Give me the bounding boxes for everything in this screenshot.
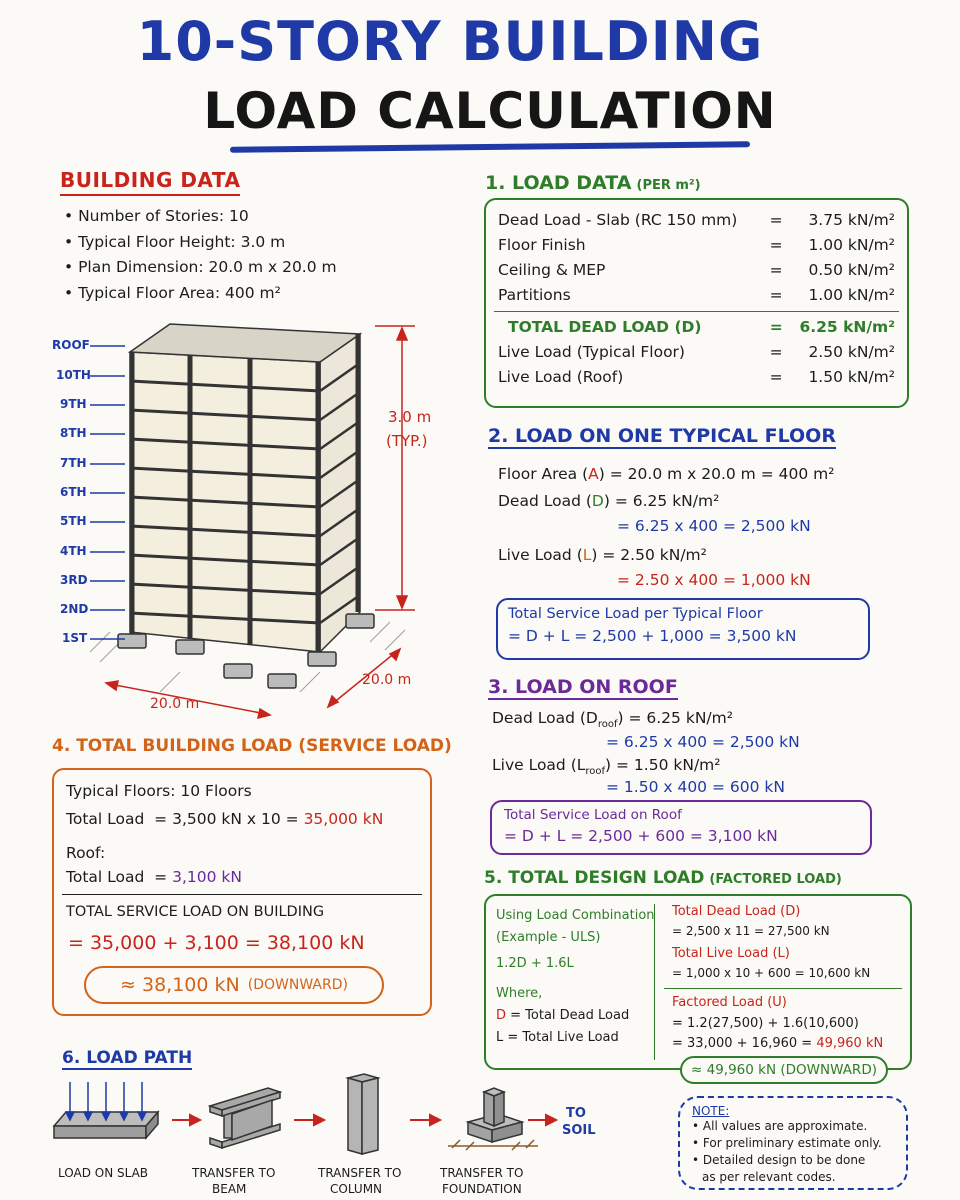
live-load-line: Live Load (L) = 2.50 kN/m² [498, 546, 707, 564]
floor-label: 2ND [60, 602, 89, 616]
building-total-heading: 4. TOTAL BUILDING LOAD (SERVICE LOAD) [52, 736, 452, 756]
column-icon [348, 1074, 378, 1154]
list-item: • Typical Floor Height: 3.0 m [64, 230, 337, 256]
roof-dead-calc: = 6.25 x 400 = 2,500 kN [606, 733, 800, 751]
roof-dead-line: Dead Load $(D_{roof}) = 6.25$ kN/m² [492, 709, 733, 731]
floor-label: 10TH [56, 368, 91, 382]
floor-label: 7TH [60, 456, 87, 470]
beam-icon [210, 1088, 280, 1148]
floor-area-line: Floor Area (A) = 20.0 m x 20.0 m = 400 m² [498, 465, 835, 483]
foundation-icon [448, 1088, 538, 1150]
building-total-box: Typical Floors: 10 Floors Total Load = 3,500 kN x 10 = 35,000 kN Roof: Total Load = 3,100 kN TOTAL SERVICE LOAD ON BUILDING = 35,000 + 3,100 = 38,100 kN ≈ 38,100 kN (DOWNWARD) [52, 768, 432, 1016]
page-subtitle: LOAD CALCULATION [203, 82, 777, 140]
height-note: (TYP.) [386, 432, 428, 450]
list-item: • Number of Stories: 10 [64, 204, 337, 230]
service-load-calc: = 35,000 + 3,100 = 38,100 kN [68, 932, 365, 954]
width-dimension-left: 20.0 m [150, 696, 200, 712]
floor-label: 4TH [60, 544, 87, 558]
page-title: 10-STORY BUILDING [136, 10, 764, 73]
roof-live-line: Live Load $(L_{roof}) = 1.50$ kN/m² [492, 756, 721, 778]
floor-label: 8TH [60, 426, 87, 440]
title-underline [230, 141, 750, 152]
design-load-result: ≈ 49,960 kN (DOWNWARD) [680, 1056, 888, 1084]
service-load-result: ≈ 38,100 kN (DOWNWARD) [84, 966, 384, 1004]
load-path-step-3: TRANSFER TO [318, 1166, 402, 1180]
design-load-heading: 5. TOTAL DESIGN LOAD (FACTORED LOAD) [484, 868, 842, 888]
design-load-box: Using Load Combination (Example - ULS) 1.2D + 1.6L Where, D = Total Dead Load L = Total Live Load Total Dead Load (D) = 2,500 x 11 = 27,500 kN Total Live Load (L) = 1,000 x 10 + 600 = 10,600 kN Factored Load (U) = 1.2(27,500) + 1.6(10,600) = 33,000 + 16,960 = 49,960 kN [484, 894, 912, 1070]
typical-floor-heading: 2. LOAD ON ONE TYPICAL FLOOR [488, 425, 836, 447]
floor-label: 3RD [60, 573, 88, 587]
typical-total-line: Total Load = 3,500 kN x 10 = 35,000 kN [66, 810, 384, 828]
live-load-calc: = 2.50 x 400 = 1,000 kN [617, 571, 811, 589]
height-dimension: 3.0 m [388, 408, 432, 426]
to-soil-label-2: SOIL [562, 1123, 596, 1138]
load-path-step-2: TRANSFER TO [192, 1166, 276, 1180]
roof-heading: 3. LOAD ON ROOF [488, 676, 678, 698]
load-data-heading: 1. LOAD DATA (PER m²) [485, 172, 701, 194]
floor-label: 1ST [62, 631, 88, 645]
dead-load-calc: = 6.25 x 400 = 2,500 kN [617, 517, 811, 535]
roof-total-line: Total Load = 3,100 kN [66, 868, 242, 886]
load-path-step-4: TRANSFER TO [440, 1166, 524, 1180]
building-illustration [40, 312, 460, 722]
load-path-heading: 6. LOAD PATH [62, 1048, 193, 1068]
floor-label: 9TH [60, 397, 87, 411]
service-load-heading: TOTAL SERVICE LOAD ON BUILDING [66, 904, 325, 920]
roof-total-box: Total Service Load on Roof = D + L = 2,500 + 600 = 3,100 kN [490, 800, 872, 855]
floor-label-roof: ROOF [52, 338, 90, 352]
floor-label: 6TH [60, 485, 87, 499]
slab-icon [54, 1082, 158, 1138]
note-box: NOTE: • All values are approximate. • For preliminary estimate only. • Detailed design to be done as per relevant codes. [678, 1096, 908, 1190]
load-combination: 1.2D + 1.6L [496, 956, 574, 971]
width-dimension-right: 20.0 m [362, 672, 412, 688]
building-data-heading: BUILDING DATA [60, 168, 240, 196]
load-path-step-1: LOAD ON SLAB [58, 1166, 149, 1180]
floor-label: 5TH [60, 514, 87, 528]
load-data-box: Dead Load - Slab (RC 150 mm) = 3.75 kN/m² Floor Finish = 1.00 kN/m² Ceiling & MEP = 0.50 kN/m² Partitions = 1.00 kN/m² TOTAL DEAD LOAD (D) = 6.25 kN/m² Live Load (Typical Floor) = 2.50 kN/m² Live Load (Roof) = 1.50 kN/m² [484, 198, 909, 408]
building-data-list [64, 204, 337, 306]
list-item: • Plan Dimension: 20.0 m x 20.0 m [64, 255, 337, 281]
typical-floor-total-box: Total Service Load per Typical Floor = D + L = 2,500 + 1,000 = 3,500 kN [496, 598, 870, 660]
total-dead-load-label: TOTAL DEAD LOAD (D) [508, 317, 702, 336]
load-path-step-2-line2: BEAM [212, 1182, 247, 1196]
to-soil-label-1: TO [566, 1106, 586, 1121]
load-path-diagram [48, 1072, 628, 1160]
load-path-step-3-line2: COLUMN [330, 1182, 383, 1196]
roof-live-calc: = 1.50 x 400 = 600 kN [606, 778, 785, 796]
load-path-step-4-line2: FOUNDATION [442, 1182, 522, 1196]
list-item: • Typical Floor Area: 400 m² [64, 281, 337, 307]
dead-load-line: Dead Load (D) = 6.25 kN/m² [498, 492, 720, 510]
